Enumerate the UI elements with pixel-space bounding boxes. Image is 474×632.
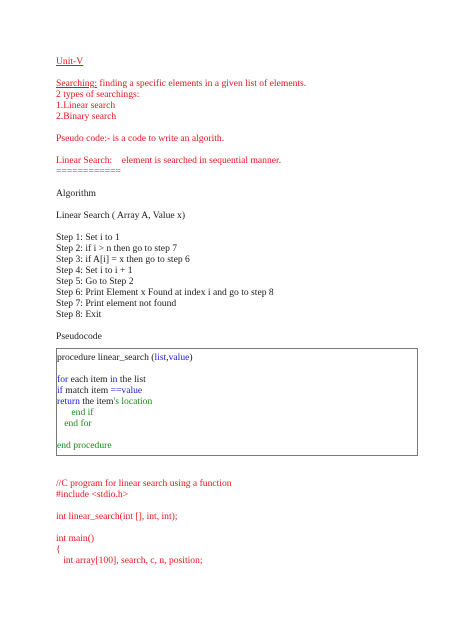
linear-search-definition (56, 155, 422, 166)
c-include: #include <stdio.h> (56, 489, 129, 500)
c-main-signature: int main() (56, 533, 95, 544)
algorithm-signature: Linear Search ( Array A, Value x) (56, 210, 186, 221)
end-if-line: end if (57, 407, 94, 418)
c-open-brace: { (56, 544, 61, 555)
search-types-heading: 2 types of searchings: (56, 89, 140, 100)
pseudocode-box (56, 348, 418, 456)
procedure-keyword: procedure linear_search ( (57, 352, 155, 363)
algorithm-step: Step 8: Exit (56, 309, 102, 320)
searching-definition (56, 78, 422, 89)
algorithm-step: Step 4: Set i to i + 1 (56, 265, 133, 276)
c-prototype: int linear_search(int [], int, int); (56, 511, 178, 522)
equals-operator: == (110, 385, 122, 396)
searching-label: Searching: (56, 78, 98, 89)
algorithm-step: Step 6: Print Element x Found at index i and go to step 8 (56, 287, 274, 298)
algorithm-step: Step 5: Go to Step 2 (56, 276, 134, 287)
in-keyword: in (110, 374, 118, 385)
return-line (57, 396, 417, 407)
algorithm-step: Step 3: if A[i] = x then go to step 6 (56, 254, 190, 265)
linear-search-text: element is searched in sequential manner. (112, 155, 282, 166)
c-comment: //C program for linear search using a function (56, 478, 232, 489)
algorithm-step: Step 1: Set i to 1 (56, 232, 120, 243)
algorithm-step: Step 2: if i > n then go to step 7 (56, 243, 178, 254)
end-procedure-line: end procedure (57, 440, 112, 451)
for-text: each item (68, 374, 111, 385)
for-rest: the list (117, 374, 146, 385)
if-line (57, 385, 417, 396)
search-type-item: 2.Binary search (56, 111, 117, 122)
end-for-line: end for (57, 418, 92, 429)
return-keyword: return (57, 396, 80, 407)
linear-search-label: Linear Search: (56, 155, 113, 166)
param-list: list (154, 352, 167, 363)
c-declaration: int array[100], search, c, n, position; (56, 555, 203, 566)
algorithm-step: Step 7: Print element not found (56, 298, 177, 309)
for-keyword: for (57, 374, 69, 385)
param-close: ) (189, 352, 193, 363)
return-location: 's location (113, 396, 153, 407)
algorithm-heading: Algorithm (56, 188, 96, 199)
param-comma: , (166, 352, 169, 363)
param-value: value (168, 352, 190, 363)
linear-search-underline: ============ (56, 166, 121, 177)
search-type-item: 1.Linear search (56, 100, 116, 111)
searching-text: finding a specific elements in a given list of elements. (97, 78, 307, 89)
return-text: the item (79, 396, 114, 407)
for-line (57, 374, 417, 385)
unit-title: Unit-V (56, 56, 84, 67)
pseudo-code-definition: Pseudo code:- is a code to write an algorith. (56, 133, 225, 144)
document-page (56, 56, 422, 566)
pseudocode-heading: Pseudocode (56, 331, 102, 342)
if-text: match item (62, 385, 111, 396)
if-keyword: if (57, 385, 63, 396)
procedure-line (57, 352, 417, 363)
if-value: value (121, 385, 143, 396)
